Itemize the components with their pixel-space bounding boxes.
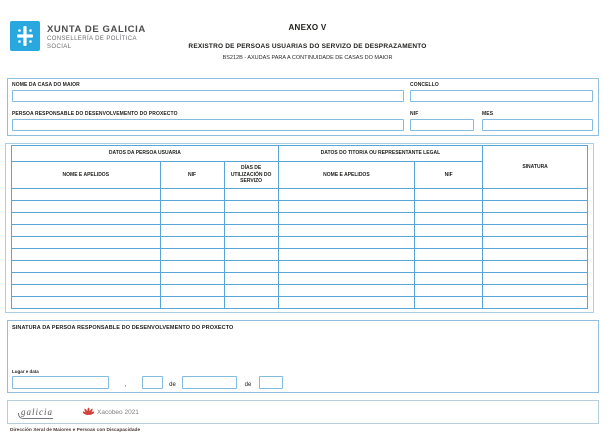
table-cell[interactable] — [224, 189, 278, 201]
group-header-titor: DATOS DO TITOR/A OU REPRESENTANTE LEGAL — [278, 146, 482, 162]
table-cell[interactable] — [12, 225, 161, 237]
scallop-shell-icon — [83, 407, 94, 418]
table-row — [12, 189, 588, 201]
table-cell[interactable] — [415, 189, 483, 201]
table-cell[interactable] — [160, 201, 224, 213]
nif-label: NIF — [410, 111, 419, 117]
table-cell[interactable] — [160, 189, 224, 201]
table-cell[interactable] — [415, 249, 483, 261]
table-row — [12, 225, 588, 237]
table-row — [12, 237, 588, 249]
table-cell[interactable] — [12, 285, 161, 297]
dept-name-line2: SOCIAL — [47, 43, 72, 50]
table-cell[interactable] — [278, 237, 415, 249]
table-cell[interactable] — [160, 273, 224, 285]
footer-logos-bar — [7, 400, 599, 424]
nif-input[interactable] — [410, 119, 474, 131]
galicia-logo: galicia — [21, 407, 53, 417]
concello-label: CONCELLO — [410, 82, 439, 88]
table-cell[interactable] — [415, 285, 483, 297]
place-input[interactable] — [12, 376, 109, 389]
table-cell[interactable] — [224, 273, 278, 285]
concello-input[interactable] — [410, 90, 593, 102]
table-cell[interactable] — [12, 249, 161, 261]
table-cell[interactable] — [278, 285, 415, 297]
table-cell[interactable] — [160, 213, 224, 225]
table-row — [12, 201, 588, 213]
lugar-e-data-label: Lugar e data — [12, 369, 39, 374]
table-cell[interactable] — [12, 237, 161, 249]
table-cell[interactable] — [415, 225, 483, 237]
de-separator-2: de — [244, 382, 252, 388]
users-registry-table-container — [5, 143, 594, 313]
table-cell[interactable] — [224, 249, 278, 261]
table-cell[interactable] — [415, 261, 483, 273]
table-row — [12, 285, 588, 297]
table-cell[interactable] — [415, 273, 483, 285]
year-input[interactable] — [259, 376, 283, 389]
comma-separator: , — [124, 382, 127, 388]
table-cell[interactable] — [483, 285, 588, 297]
table-cell[interactable] — [160, 261, 224, 273]
table-cell[interactable] — [160, 225, 224, 237]
anexo-title: ANEXO V — [288, 23, 327, 32]
nome-casa-input[interactable] — [12, 90, 404, 102]
table-cell[interactable] — [415, 201, 483, 213]
table-cell[interactable] — [160, 285, 224, 297]
identification-section — [7, 78, 599, 136]
nome-casa-label: NOME DA CASA DO MAIOR — [12, 82, 80, 88]
form-title: REXISTRO DE PERSOAS USUARIAS DO SERVIZO DE DESPRAZAMENTO — [188, 43, 427, 50]
day-input[interactable] — [142, 376, 163, 389]
month-input[interactable] — [182, 376, 237, 389]
table-cell[interactable] — [224, 225, 278, 237]
persoa-responsable-input[interactable] — [12, 119, 404, 131]
table-cell[interactable] — [415, 213, 483, 225]
table-cell[interactable] — [483, 261, 588, 273]
mes-input[interactable] — [482, 119, 593, 131]
table-cell[interactable] — [483, 237, 588, 249]
table-body — [12, 189, 588, 309]
de-separator-1: de — [169, 382, 176, 388]
table-cell[interactable] — [12, 273, 161, 285]
table-cell[interactable] — [483, 225, 588, 237]
direccion-xeral-caption: Dirección Xeral de Maiores e Persoas con Discapacidade — [10, 428, 141, 433]
table-cell[interactable] — [224, 261, 278, 273]
users-registry-table — [11, 145, 588, 309]
table-cell[interactable] — [224, 213, 278, 225]
column-header-dias: DÍAS DE UTILIZACIÓN DO SERVIZO — [224, 162, 278, 189]
table-cell[interactable] — [483, 273, 588, 285]
table-cell[interactable] — [224, 285, 278, 297]
table-row — [12, 213, 588, 225]
mes-label: MES — [482, 111, 494, 117]
table-row — [12, 297, 588, 309]
table-cell[interactable] — [12, 201, 161, 213]
table-cell[interactable] — [415, 237, 483, 249]
table-cell[interactable] — [483, 213, 588, 225]
table-cell[interactable] — [278, 213, 415, 225]
table-cell[interactable] — [224, 237, 278, 249]
signature-section — [7, 320, 599, 393]
form-subtitle: BS212B - AXUDAS PARA A CONTINUIDADE DE CASAS DO MAIOR — [222, 55, 393, 61]
column-header-nome-titor: NOME E APELIDOS — [278, 162, 415, 189]
table-cell[interactable] — [415, 297, 483, 309]
table-cell[interactable] — [278, 261, 415, 273]
signature-title: SINATURA DA PERSOA RESPONSABLE DO DESENVOLVEMENTO DO PROXECTO — [12, 325, 234, 331]
table-cell[interactable] — [483, 249, 588, 261]
column-header-nome-usuaria: NOME E APELIDOS — [12, 162, 161, 189]
table-cell[interactable] — [278, 297, 415, 309]
table-row — [12, 261, 588, 273]
table-cell[interactable] — [12, 297, 161, 309]
table-cell[interactable] — [160, 297, 224, 309]
group-header-persoa-usuaria: DATOS DA PERSOA USUARIA — [12, 146, 279, 162]
table-cell[interactable] — [278, 225, 415, 237]
table-cell[interactable] — [483, 201, 588, 213]
table-row — [12, 249, 588, 261]
table-cell[interactable] — [12, 213, 161, 225]
column-header-sinatura: SINATURA — [483, 146, 588, 189]
persoa-responsable-label: PERSOA RESPONSABLE DO DESENVOLVEMENTO DO PROXECTO — [12, 111, 178, 117]
table-cell[interactable] — [12, 261, 161, 273]
column-header-nif-titor: NIF — [415, 162, 483, 189]
table-cell[interactable] — [278, 189, 415, 201]
table-cell[interactable] — [278, 201, 415, 213]
org-name: XUNTA DE GALICIA — [47, 24, 146, 35]
table-cell[interactable] — [483, 189, 588, 201]
table-cell[interactable] — [278, 249, 415, 261]
xacobeo-label: Xacobeo 2021 — [97, 408, 139, 416]
table-cell[interactable] — [224, 201, 278, 213]
table-row — [12, 273, 588, 285]
column-header-nif-usuaria: NIF — [160, 162, 224, 189]
table-cell[interactable] — [160, 249, 224, 261]
table-cell[interactable] — [12, 189, 161, 201]
table-cell[interactable] — [278, 273, 415, 285]
xacobeo-logo — [83, 407, 139, 418]
table-cell[interactable] — [483, 297, 588, 309]
table-cell[interactable] — [224, 297, 278, 309]
dept-name-line1: CONSELLERÍA DE POLÍTICA — [47, 36, 137, 42]
table-cell[interactable] — [160, 237, 224, 249]
